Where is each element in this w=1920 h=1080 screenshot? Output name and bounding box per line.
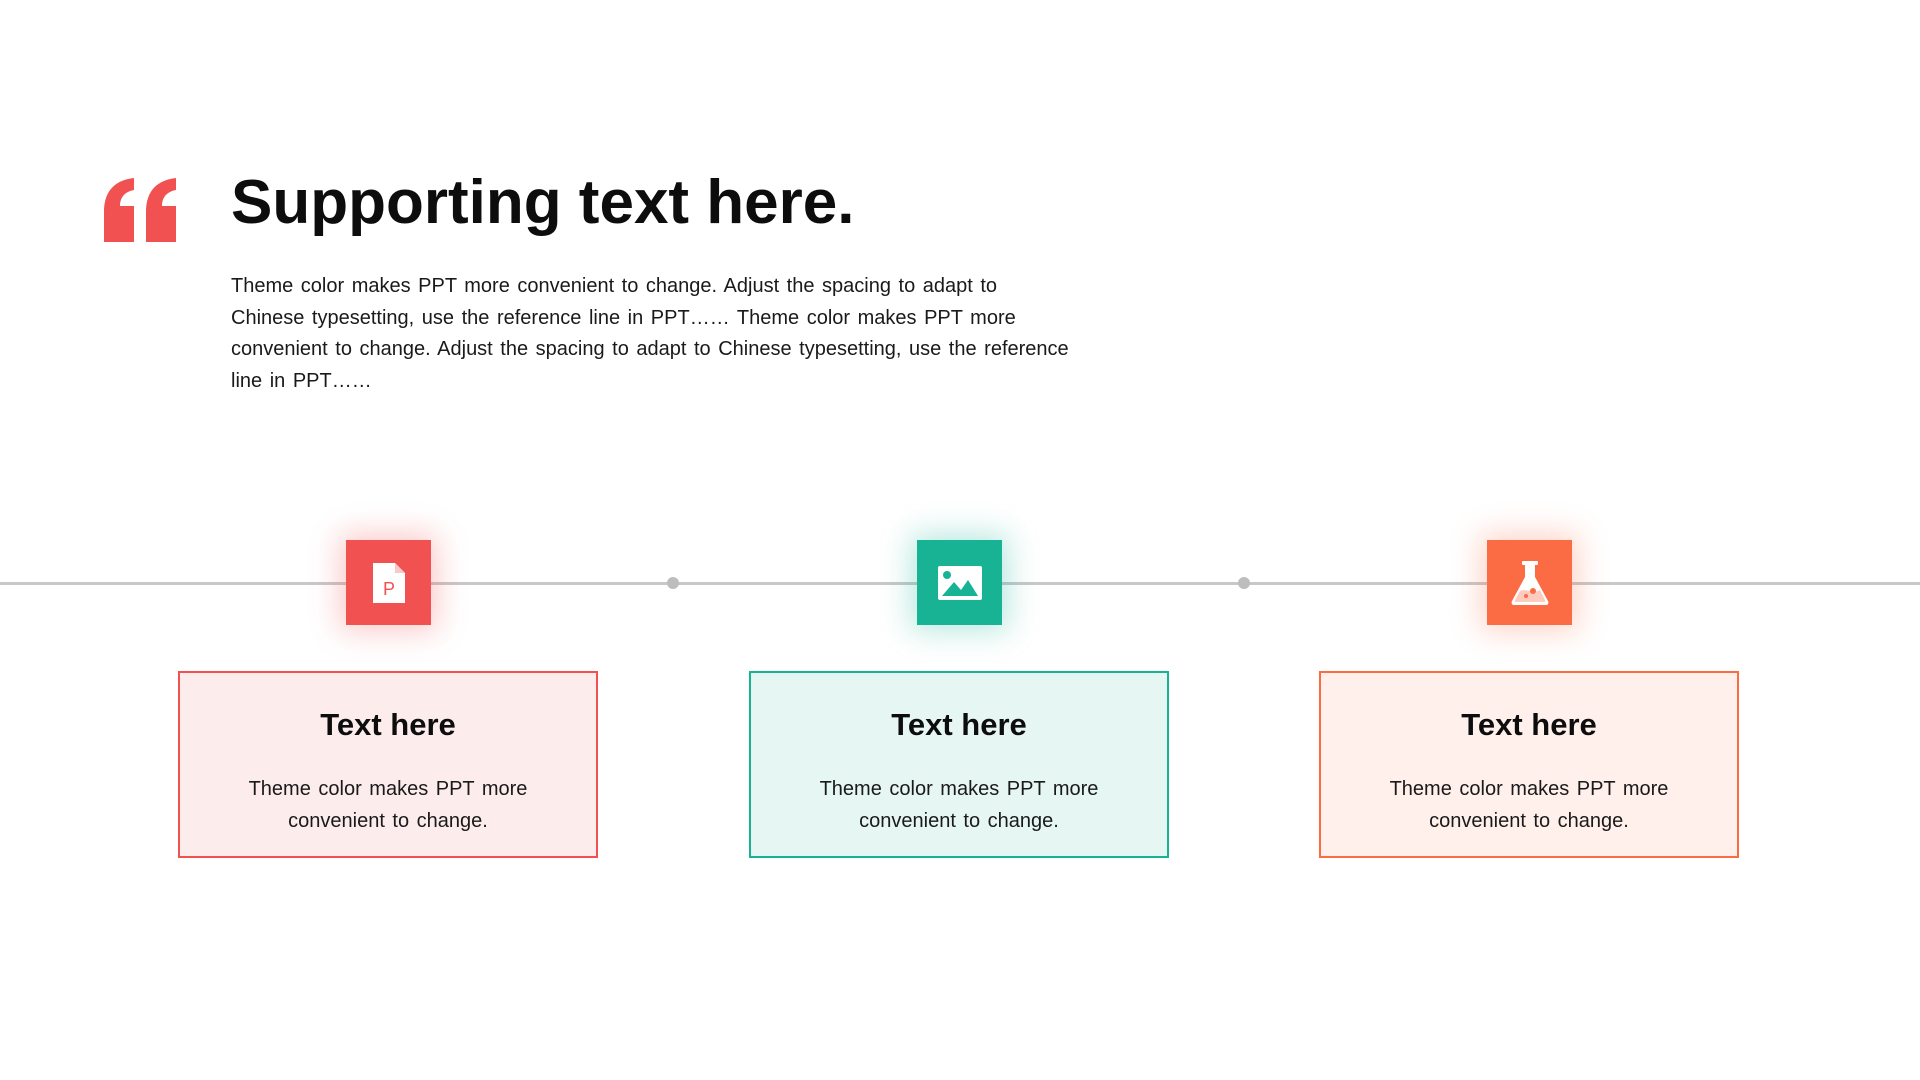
icon-box-red: [346, 540, 431, 625]
timeline-dot: [1238, 577, 1250, 589]
timeline-dot: [667, 577, 679, 589]
icon-box-orange: [1487, 540, 1572, 625]
flask-icon: [1510, 560, 1550, 606]
card-title: Text here: [1461, 707, 1597, 742]
page-title: Supporting text here.: [231, 168, 855, 237]
card-body: Theme color makes PPT more convenient to change.: [819, 778, 1099, 832]
card-title: Text here: [891, 707, 1027, 742]
presentation-file-icon: [370, 561, 408, 605]
card-title: Text here: [320, 707, 456, 742]
card-body: Theme color makes PPT more convenient to change.: [248, 778, 528, 832]
icon-box-teal: [917, 540, 1002, 625]
card-orange: [1319, 671, 1739, 858]
card-teal: [749, 671, 1169, 858]
quote-mark-icon: [102, 178, 182, 242]
svg-text:P: P: [382, 578, 395, 599]
card-red: [178, 671, 598, 858]
image-icon: [937, 565, 983, 601]
intro-paragraph: Theme color makes PPT more convenient to change. Adjust the spacing to adapt to Chinese typesetting, use the reference line in PPT…… Theme color makes PPT more convenient to change. Adjust the spacing to adapt to Chinese typesetting, use the reference line in PPT……: [231, 275, 1069, 392]
card-body: Theme color makes PPT more convenient to change.: [1389, 778, 1669, 832]
